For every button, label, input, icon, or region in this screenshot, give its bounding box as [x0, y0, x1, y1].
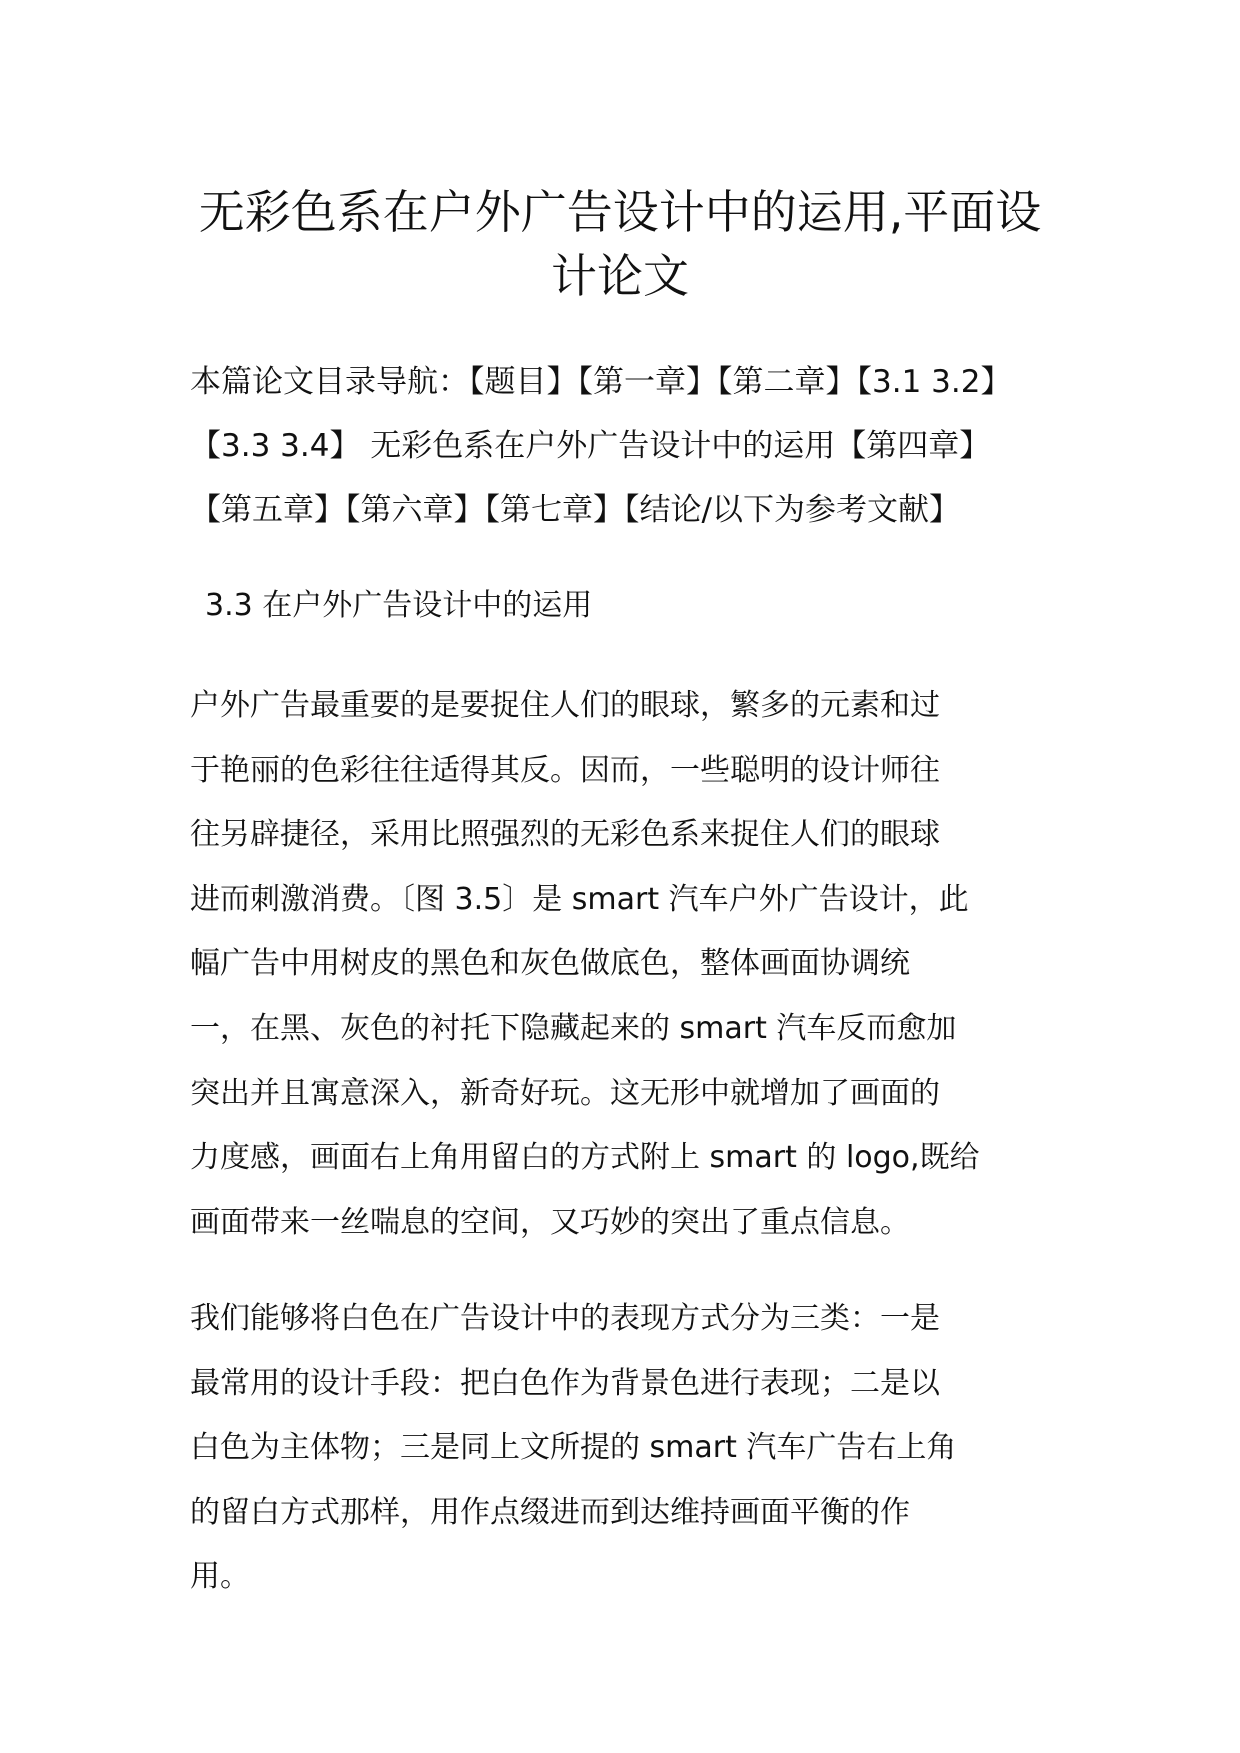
- title-line: 计论文: [551, 249, 689, 303]
- paragraph-line: 力度感，画面右上角用留白的方式附上 smart 的 logo,既给: [190, 1140, 980, 1176]
- body-paragraph-outdoor-ads: [190, 674, 1070, 1255]
- paragraph-line: 我们能够将白色在广告设计中的表现方式分为三类：一是: [190, 1301, 940, 1336]
- paragraph-line: 幅广告中用树皮的黑色和灰色做底色，整体画面协调统: [190, 946, 910, 982]
- toc-nav-line: 【第五章】【第六章】【第七章】【结论/以下为参考文献】: [190, 492, 960, 528]
- paragraph-line: 一，在黑、灰色的衬托下隐藏起来的 smart 汽车反而愈加: [190, 1010, 957, 1046]
- paragraph-line: 白色为主体物；三是同上文所提的 smart 汽车广告右上角: [190, 1430, 957, 1466]
- document-title: [150, 180, 1090, 308]
- title-line: 无彩色系在户外广告设计中的运用,平面设: [198, 185, 1042, 239]
- toc-nav-line: 【3.3 3.4】 无彩色系在户外广告设计中的运用【第四章】: [190, 428, 991, 464]
- paragraph-line: 户外广告最重要的是要捉住人们的眼球，繁多的元素和过: [190, 688, 940, 723]
- paragraph-line: 画面带来一丝喘息的空间，又巧妙的突出了重点信息。: [190, 1204, 910, 1240]
- paragraph-line: 突出并且寓意深入，新奇好玩。这无形中就增加了画面的: [190, 1075, 940, 1111]
- toc-nav-line: 本篇论文目录导航：【题目】【第一章】【第二章】【3.1 3.2】: [190, 364, 1012, 400]
- paragraph-line: 的留白方式那样，用作点缀进而到达维持画面平衡的作: [190, 1494, 910, 1530]
- paragraph-line: 用。: [190, 1559, 250, 1595]
- paragraph-line: 往另辟捷径，采用比照强烈的无彩色系来捉住人们的眼球: [190, 817, 940, 853]
- paragraph-line: 于艳丽的色彩往往适得其反。因而，一些聪明的设计师往: [190, 752, 940, 788]
- paragraph-line: 进而刺激消费。〔图 3.5〕是 smart 汽车户外广告设计，此: [190, 881, 969, 917]
- section-heading: 3.3 在户外广告设计中的运用: [205, 588, 593, 623]
- body-paragraph-white-usage: [190, 1287, 1070, 1610]
- table-of-contents-navigation: [190, 350, 1090, 542]
- paragraph-line: 最常用的设计手段：把白色作为背景色进行表现；二是以: [190, 1365, 940, 1401]
